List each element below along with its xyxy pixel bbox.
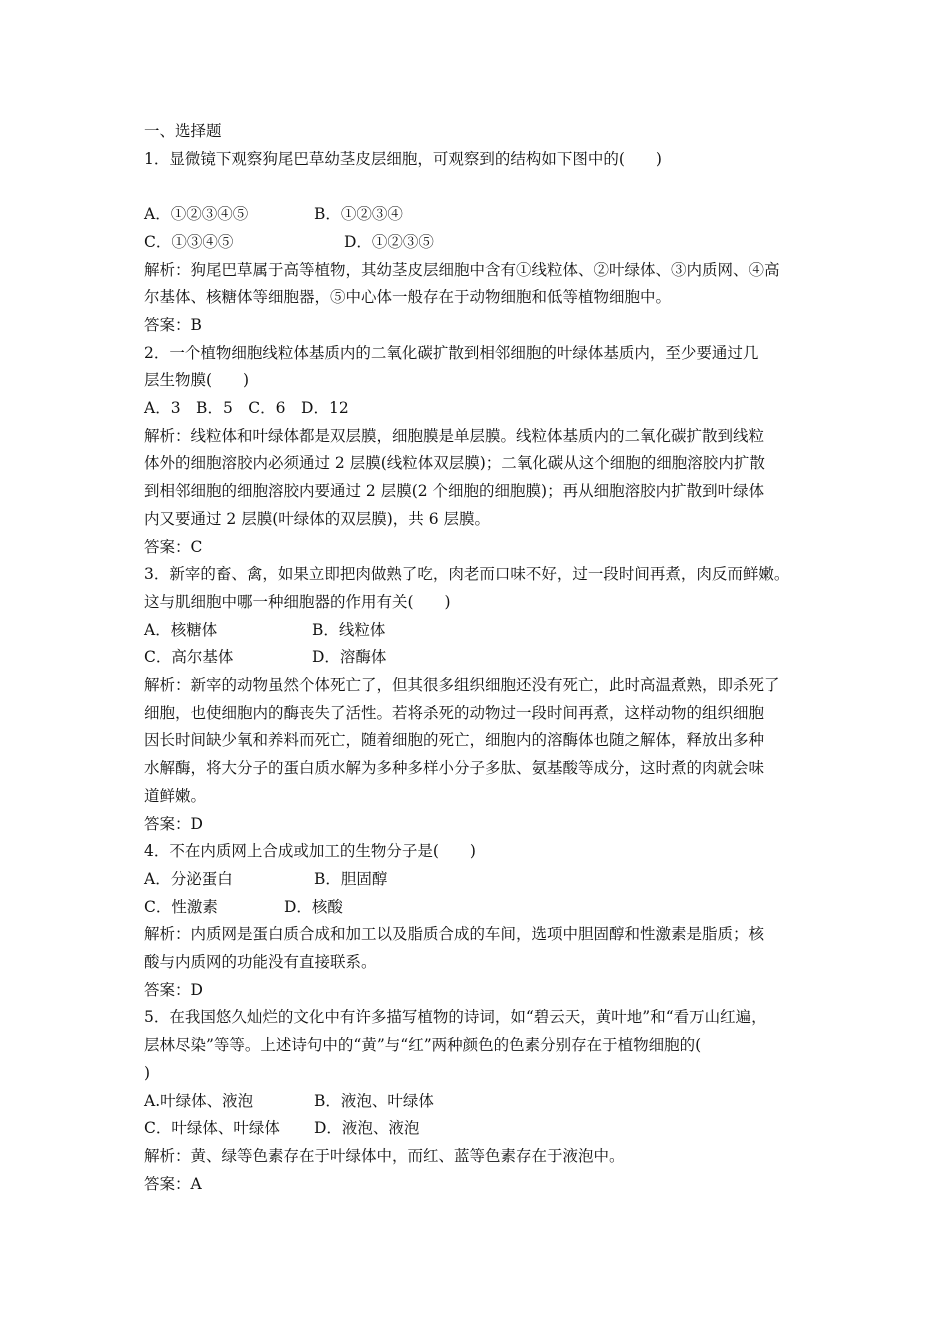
option-b: B．胆固醇 [314,869,388,888]
analysis-line: 酸与内质网的功能没有直接联系。 [144,953,377,972]
option-row [144,1115,824,1143]
question-stem: 1．显微镜下观察狗尾巴草幼茎皮层细胞，可观察到的结构如下图中的( ) [144,149,662,168]
document-body [144,118,824,1198]
answer: 答案：D [144,980,203,999]
analysis-line: 解析：黄、绿等色素存在于叶绿体中，而红、蓝等色素存在于液泡中。 [144,1147,625,1165]
question-stem: ) [144,1063,151,1082]
analysis-line: 尔基体、核糖体等细胞器，⑤中心体一般存在于动物细胞和低等植物细胞中。 [144,288,672,307]
option-b: B．液泡、叶绿体 [314,1091,434,1110]
analysis-line: 解析：线粒体和叶绿体都是双层膜，细胞膜是单层膜。线粒体基质内的二氧化碳扩散到线粒 [144,426,765,445]
question-stem: 2．一个植物细胞线粒体基质内的二氧化碳扩散到相邻细胞的叶绿体基质内，至少要通过几 [144,343,759,362]
option-c: C．①③④⑤ [144,232,234,251]
option-row [144,1088,824,1116]
option-b: B．线粒体 [312,620,386,639]
option-c: C．叶绿体、叶绿体 [144,1119,280,1138]
analysis-line: 因长时间缺少氧和养料而死亡，随着细胞的死亡，细胞内的溶酶体也随之解体，释放出多种 [144,731,765,750]
option-row [144,229,824,257]
option-row [144,617,824,645]
question-stem: 层生物膜( ) [144,371,250,390]
options-line: A．3 B．5 C．6 D．12 [144,399,349,418]
analysis-line: 解析：狗尾巴草属于高等植物，其幼茎皮层细胞中含有①线粒体、②叶绿体、③内质网、④高 [144,260,780,279]
question-stem: 5．在我国悠久灿烂的文化中有许多描写植物的诗词，如“碧云天，黄叶地”和“看万山红遍， [144,1008,767,1027]
option-d: D．①②③⑤ [344,232,434,251]
option-d: D．溶酶体 [312,648,387,667]
question-stem: 这与肌细胞中哪一种细胞器的作用有关( ) [144,592,451,611]
analysis-line: 内又要通过 2 层膜(叶绿体的双层膜)，共 6 层膜。 [144,509,491,528]
analysis-line: 水解酶，将大分子的蛋白质水解为多种多样小分子多肽、氨基酸等成分，这时煮的肉就会味 [144,759,765,778]
analysis-line: 细胞，也使细胞内的酶丧失了活性。若将杀死的动物过一段时间再煮，这样动物的组织细胞 [144,703,765,722]
option-d: D．核酸 [284,897,343,916]
option-b: B．①②③④ [314,205,403,224]
option-a: A.叶绿体、液泡 [144,1091,254,1110]
analysis-line: 到相邻细胞的细胞溶胶内要通过 2 层膜(2 个细胞的细胞膜)；再从细胞溶胶内扩散到叶绿体 [144,482,765,501]
analysis-line: 解析：新宰的动物虽然个体死亡了，但其很多组织细胞还没有死亡，此时高温煮熟，即杀死了 [144,676,780,695]
question-2 [144,340,824,562]
section-title: 一、选择题 [144,122,222,140]
option-c: C．性激素 [144,897,218,916]
option-row [144,644,824,672]
answer: 答案：C [144,537,203,556]
option-c: C．高尔基体 [144,648,234,667]
question-3 [144,561,824,838]
answer: 答案：B [144,315,202,334]
analysis-line: 道鲜嫩。 [144,786,207,805]
question-stem: 层林尽染”等等。上述诗句中的“黄”与“红”两种颜色的色素分别存在于植物细胞的( [144,1036,702,1055]
figure-placeholder [144,173,824,201]
option-d: D．液泡、液泡 [314,1119,420,1138]
option-a: A．①②③④⑤ [144,205,249,224]
option-row [144,894,824,922]
answer: 答案：D [144,814,203,833]
question-4 [144,838,824,1004]
option-row [144,866,824,894]
option-a: A．核糖体 [144,620,218,639]
analysis-line: 体外的细胞溶胶内必须通过 2 层膜(线粒体双层膜)；二氧化碳从这个细胞的细胞溶胶内扩散 [144,454,765,473]
analysis-line: 解析：内质网是蛋白质合成和加工以及脂质合成的车间，选项中胆固醇和性激素是脂质；核 [144,925,765,944]
option-a: A．分泌蛋白 [144,869,233,888]
answer: 答案：A [144,1174,202,1193]
question-1 [144,146,824,340]
option-row [144,201,824,229]
question-stem: 3．新宰的畜、禽，如果立即把肉做熟了吃，肉老而口味不好，过一段时间再煮，肉反而鲜嫩。 [144,565,790,584]
question-stem: 4．不在内质网上合成或加工的生物分子是( ) [144,842,476,861]
question-5 [144,1004,824,1198]
